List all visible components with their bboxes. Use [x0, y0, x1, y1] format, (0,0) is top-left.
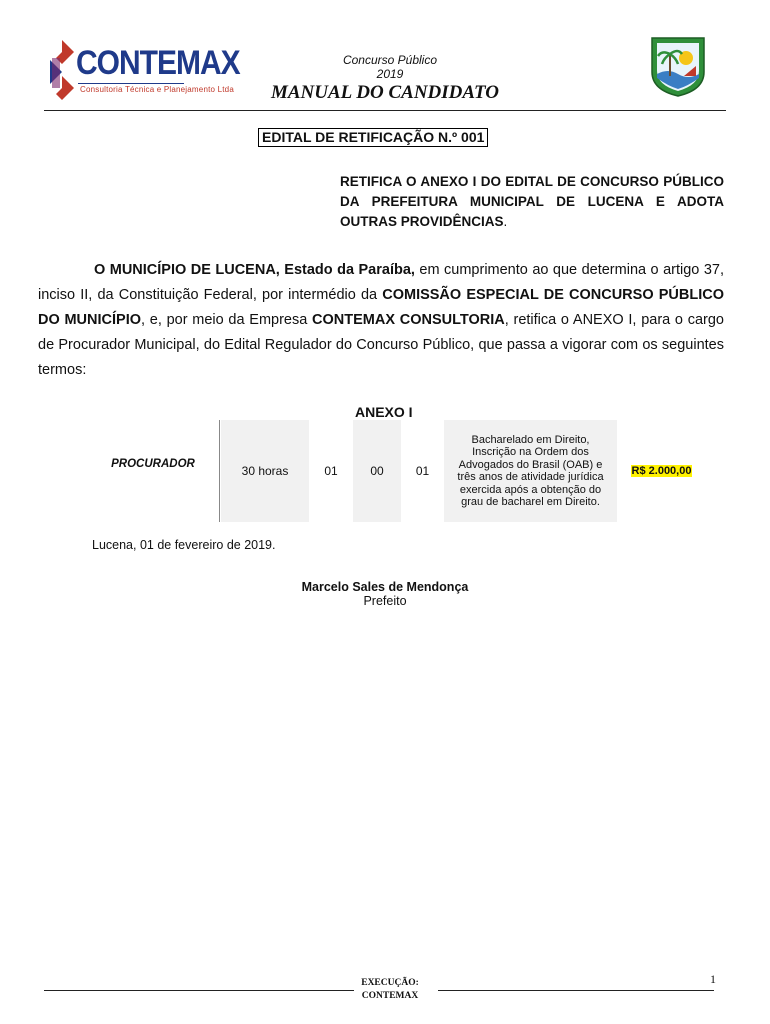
body-paragraph — [38, 258, 724, 383]
contemax-logo-mark-icon — [48, 38, 78, 102]
footer-execucao — [350, 977, 430, 1003]
cell-salario — [617, 420, 706, 522]
body-text-2: , e, por meio da Empresa — [141, 312, 313, 328]
concurso-label: Concurso Público — [342, 53, 438, 67]
page-number: 1 — [710, 972, 716, 986]
anexo-table — [86, 420, 706, 522]
body-comissao: COMISSÃO ESPECIAL DE CONCURSO PÚBLICO DO MUNICÍPIO — [38, 287, 724, 328]
cell-carga-horaria: 30 horas — [221, 420, 309, 522]
retifica-period: . — [503, 214, 508, 229]
anexo-title: ANEXO I — [355, 404, 413, 420]
logo-wordmark: CONTEMAX — [76, 44, 240, 82]
date-line: Lucena, 01 de fevereiro de 2019. — [92, 538, 276, 552]
cell-requisitos: Bacharelado em Direito, Inscrição na Ordem dos Advogados do Brasil (OAB) e três anos de atividade jurídica exercida após a obtenção do grau de bacharel em Direito. — [444, 420, 617, 522]
manual-title: MANUAL DO CANDIDATO — [270, 82, 500, 103]
footer-divider-right — [438, 990, 714, 991]
logo-tagline: Consultoria Técnica e Planejamento Ltda — [80, 85, 234, 94]
body-text-3: , retifica o ANEXO I, para o cargo de Procurador Municipal, do Edital Regulador do Concurso Público, que passa a vigorar com os seguintes termos: — [38, 312, 724, 378]
body-contemax: CONTEMAX CONSULTORIA — [312, 312, 505, 328]
cell-pcd: 01 — [401, 420, 444, 522]
body-municipio: O MUNICÍPIO DE LUCENA, Estado da Paraíba, — [94, 262, 415, 278]
header-divider — [44, 110, 726, 111]
body-text-1: em cumprimento ao que determina o artigo 37, inciso II, da Constituição Federal, por intermédio da — [38, 262, 724, 303]
concurso-heading — [300, 53, 480, 81]
table-divider — [219, 420, 220, 522]
municipal-crest-icon — [648, 36, 708, 98]
cell-cargo: PROCURADOR — [111, 458, 195, 470]
cell-vagas: 01 — [309, 420, 353, 522]
cell-cadastro-reserva: 00 — [353, 420, 401, 522]
footer-exec-company: CONTEMAX — [361, 991, 419, 1001]
contemax-logo — [48, 38, 240, 102]
signer-role: Prefeito — [363, 594, 407, 608]
concurso-year: 2019 — [376, 67, 404, 81]
footer-divider-left — [44, 990, 354, 991]
edital-title: EDITAL DE RETIFICAÇÃO N.º 001 — [258, 128, 488, 147]
retifica-text: RETIFICA O ANEXO I DO EDITAL DE CONCURSO PÚBLICO DA PREFEITURA MUNICIPAL DE LUCENA E ADOTA OUTRAS PROVIDÊNCIAS — [340, 174, 724, 229]
retifica-summary — [340, 172, 724, 232]
footer-exec-label: EXECUÇÃO: — [361, 978, 419, 988]
salario-value: R$ 2.000,00 — [631, 465, 692, 477]
signer-name: Marcelo Sales de Mendonça — [301, 580, 469, 594]
